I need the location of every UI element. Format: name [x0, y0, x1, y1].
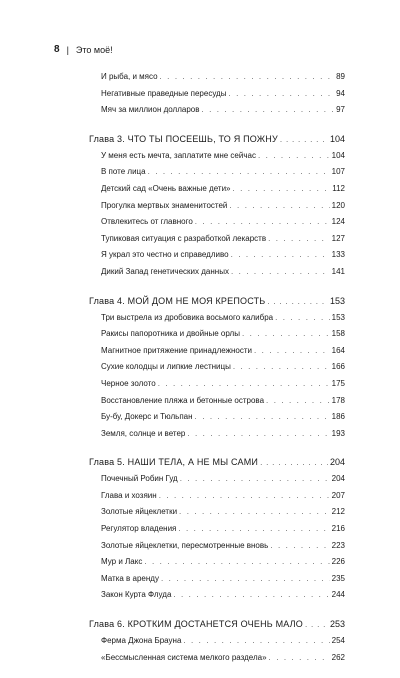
toc-entry-page: 186: [331, 412, 345, 422]
toc-entry-page: 112: [332, 183, 345, 193]
toc-entry-page: 175: [331, 378, 345, 388]
dot-leader: [229, 198, 329, 215]
toc-chapter-heading[interactable]: [89, 454, 345, 471]
toc-entry-title: Три выстрела из дробовика восьмого калибра: [101, 312, 274, 322]
toc-entry-title: Золотые яйцеклетки: [101, 507, 178, 517]
dot-leader: [161, 571, 330, 588]
toc-entry-title: Почечный Робин Гуд: [101, 474, 178, 484]
toc-entry[interactable]: [89, 409, 345, 426]
toc-entry-title: Регулятор владения: [101, 524, 177, 534]
dot-leader: [305, 616, 328, 633]
toc-entry-title: Черное золото: [101, 378, 156, 388]
dot-leader: [254, 343, 330, 360]
dot-leader: [275, 310, 330, 327]
toc-entry-page: 244: [331, 590, 345, 600]
toc-entry-page: 120: [331, 200, 345, 210]
dot-leader: [195, 214, 330, 231]
toc-entry-title: У меня есть мечта, заплатите мне сейчас: [101, 150, 256, 160]
dot-leader: [242, 326, 330, 343]
toc-chapter-3: [89, 131, 345, 281]
toc-entry[interactable]: [89, 650, 345, 667]
dot-leader: [269, 650, 330, 667]
toc-entry-title: Мяч за миллион долларов: [101, 105, 200, 115]
toc-chapter-6: [89, 616, 345, 666]
toc-entry-page: 124: [331, 217, 345, 227]
toc-chapter-heading[interactable]: [89, 293, 345, 310]
toc-entry[interactable]: [89, 471, 345, 488]
toc-entry-page: 141: [331, 266, 345, 276]
toc-entry-title: Дикий Запад генетических данных: [101, 266, 229, 276]
toc-entry-title: Ферма Джона Брауна: [101, 636, 182, 646]
toc-entry[interactable]: [89, 343, 345, 360]
toc-chapter-page: 204: [329, 457, 345, 468]
dot-leader: [148, 164, 330, 181]
dot-leader: [233, 359, 330, 376]
toc-entry-page: 204: [331, 474, 345, 484]
toc-entry-page: 107: [331, 167, 345, 177]
dot-leader: [258, 148, 330, 165]
toc-entry[interactable]: [89, 264, 345, 281]
toc-entry-title: В поте лица: [101, 167, 146, 177]
toc-entry-title: Мур и Лакс: [101, 557, 143, 567]
toc-chapter-title: Глава 6. КРОТКИМ ДОСТАНЕТСЯ ОЧЕНЬ МАЛО: [89, 619, 303, 630]
table-of-contents: [89, 69, 345, 678]
page-number: 8: [54, 44, 60, 55]
dot-leader: [178, 521, 329, 538]
toc-entry[interactable]: [89, 214, 345, 231]
toc-entry-page: 164: [331, 345, 345, 355]
toc-entry-title: Я украл это честно и справедливо: [101, 250, 229, 260]
dot-leader: [180, 471, 330, 488]
dot-leader: [183, 633, 329, 650]
dot-leader: [160, 69, 335, 86]
dot-leader: [231, 264, 330, 281]
toc-entry-page: 94: [336, 88, 345, 98]
dot-leader: [158, 376, 330, 393]
toc-entry-title: Матка в аренду: [101, 573, 159, 583]
dot-leader: [228, 86, 334, 103]
dot-leader: [233, 181, 331, 198]
toc-chapter-page: 253: [329, 619, 345, 630]
toc-entry-title: Тупиковая ситуация с разработкой лекарств: [101, 233, 267, 243]
dot-leader: [231, 247, 330, 264]
toc-entry-page: 97: [336, 105, 345, 115]
running-header: [54, 44, 113, 55]
toc-entry-title: Ракисы папоротника и двойные орлы: [101, 329, 240, 339]
toc-entry[interactable]: [89, 571, 345, 588]
toc-entry[interactable]: [89, 164, 345, 181]
toc-entry[interactable]: [89, 488, 345, 505]
toc-entry-title: Земля, солнце и ветер: [101, 428, 186, 438]
toc-entry-page: 89: [336, 72, 345, 81]
book-title: Это моё!: [75, 44, 113, 55]
toc-entry-title: Детский сад «Очень важные дети»: [101, 183, 231, 193]
toc-entry[interactable]: [89, 310, 345, 327]
toc-chapter-heading[interactable]: [89, 131, 345, 148]
toc-chapter-title: Глава 4. МОЙ ДОМ НЕ МОЯ КРЕПОСТЬ: [89, 295, 266, 306]
dot-leader: [267, 293, 328, 310]
toc-entry-page: 104: [331, 150, 345, 160]
toc-entry[interactable]: [89, 102, 345, 119]
toc-entry[interactable]: [89, 148, 345, 165]
toc-entry-page: 178: [331, 395, 345, 405]
dot-leader: [173, 587, 329, 604]
dot-leader: [280, 131, 328, 148]
toc-entry-page: 193: [331, 428, 345, 438]
toc-chapter-heading[interactable]: [89, 616, 345, 633]
toc-entry-page: 166: [331, 362, 345, 372]
toc-entry-title: Отвлекитесь от главного: [101, 217, 193, 227]
toc-chapter-page: 104: [329, 133, 345, 144]
dot-leader: [201, 102, 334, 119]
toc-entry[interactable]: [89, 587, 345, 604]
toc-entry-title: Восстановление пляжа и бетонные острова: [101, 395, 265, 405]
toc-entry[interactable]: [89, 521, 345, 538]
toc-entry[interactable]: [89, 426, 345, 443]
toc-entry-title: И рыба, и мясо: [101, 72, 158, 81]
dot-leader: [260, 454, 328, 471]
toc-entry-title: Негативные праведные пересуды: [101, 88, 227, 98]
toc-entry-page: 262: [331, 652, 345, 662]
toc-entry-title: Бу-бу, Докерс и Тюльпан: [101, 412, 193, 422]
dot-leader: [270, 538, 329, 555]
toc-entry-title: Прогулка мертвых знаменитостей: [101, 200, 228, 210]
toc-entry-page: 226: [331, 557, 345, 567]
toc-entry[interactable]: [89, 393, 345, 410]
toc-entry-title: Закон Курта Флуда: [101, 590, 172, 600]
toc-entry-title: Глава и хозяин: [101, 490, 157, 500]
dot-leader: [159, 488, 330, 505]
toc-entry[interactable]: [89, 198, 345, 215]
toc-entry[interactable]: [89, 359, 345, 376]
toc-chapter-5: [89, 454, 345, 604]
dot-leader: [195, 409, 330, 426]
toc-entry[interactable]: [89, 538, 345, 555]
toc-entry[interactable]: [89, 86, 345, 103]
toc-entry-page: 133: [331, 250, 345, 260]
toc-entry[interactable]: [89, 504, 345, 521]
toc-entry-title: Сухие колодцы и липкие лестницы: [101, 362, 231, 372]
toc-entry[interactable]: [89, 326, 345, 343]
dot-leader: [266, 393, 330, 410]
toc-entry-page: 254: [331, 636, 345, 646]
toc-entry[interactable]: [89, 633, 345, 650]
toc-entry-page: 127: [331, 233, 345, 243]
dot-leader: [144, 554, 329, 571]
toc-entry-page: 235: [331, 573, 345, 583]
toc-entry[interactable]: [89, 231, 345, 248]
toc-entry[interactable]: [89, 69, 345, 86]
dot-leader: [268, 231, 330, 248]
toc-entry-title: Золотые яйцеклетки, пересмотренные вновь: [101, 540, 269, 550]
toc-entry-page: 158: [331, 329, 345, 339]
toc-entry[interactable]: [89, 181, 345, 198]
toc-entry-page: 216: [331, 524, 345, 534]
toc-entry[interactable]: [89, 554, 345, 571]
toc-entry[interactable]: [89, 247, 345, 264]
toc-chapter-title: Глава 3. ЧТО ТЫ ПОСЕЕШЬ, ТО Я ПОЖНУ: [89, 133, 278, 144]
toc-entry-title: Магнитное притяжение принадлежности: [101, 345, 252, 355]
toc-continued-section: [89, 69, 345, 119]
toc-chapter-page: 153: [329, 295, 345, 306]
dot-leader: [187, 426, 329, 443]
toc-entry-title: «Бессмысленная система мелкого раздела»: [101, 652, 267, 662]
toc-entry[interactable]: [89, 376, 345, 393]
toc-chapter-title: Глава 5. НАШИ ТЕЛА, А НЕ МЫ САМИ: [89, 457, 259, 468]
toc-entry-page: 207: [331, 490, 345, 500]
toc-chapter-4: [89, 293, 345, 443]
header-separator: |: [66, 44, 69, 55]
toc-entry-page: 212: [331, 507, 345, 517]
toc-entry-page: 223: [331, 540, 345, 550]
toc-entry-page: 153: [331, 312, 345, 322]
dot-leader: [179, 504, 330, 521]
